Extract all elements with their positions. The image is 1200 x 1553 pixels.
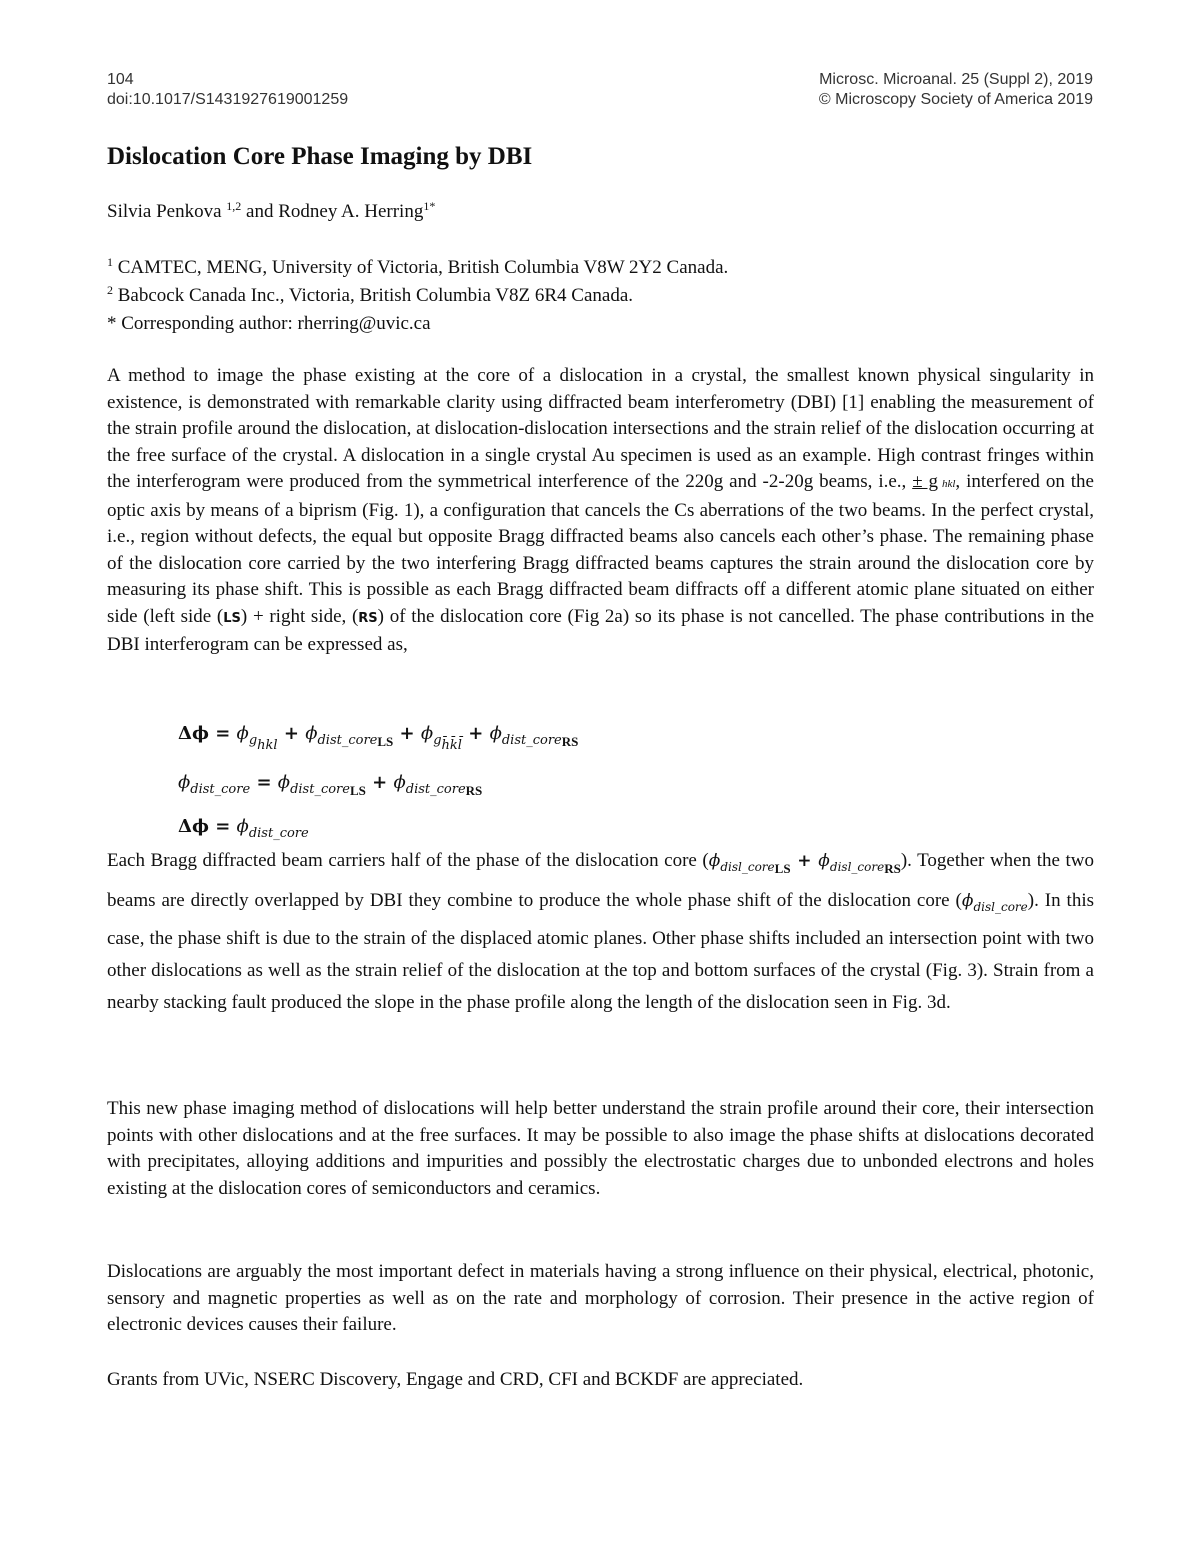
equation-1: $\Delta\phi = \phi_{ghkl} + \phi_{dist\_coreLS} + \phi_{gh̄k̄l̄} + \phi_{dist\_coreRS}$ — [178, 723, 579, 753]
paragraph-2: This new phase imaging method of dislocations will help better understand the strain profile around their core, their intersection points with other dislocations and at the free surfaces. It may be possible to also image the phase shifts at dislocations decorated with precipitates, alloying additions and impurities and possibly the electrostatic charges due to unbonded electrons and holes existing at the dislocation cores of semiconductors and ceramics. — [107, 1098, 1094, 1199]
paper-title: Dislocation Core Phase Imaging by DBI — [107, 143, 533, 170]
affiliations — [107, 254, 728, 338]
header-right — [819, 70, 1093, 110]
paragraph-1-upper: A method to image the phase existing at the core of a dislocation in a crystal, the smallest known physical singularity in existence, is demonstrated with remarkable clarity using diffracted beam interferometry (DBI) [1] enabling the measurement of the strain profile around the dislocation, at dislocation-dislocation intersections and the strain relief of the dislocation occurring at the free surface of the crystal. A dislocation in a single crystal Au specimen is used as an example. High contrast fringes within the interferogram were produced from the symmetrical interference of the 220g and -2-20g beams, i.e., ± g hkl, interfered on the optic axis by means of a biprism (Fig. 1), a configuration that cancels the Cs aberrations of the two beams. In the perfect crystal, i.e., region without defects, the equal but opposite Bragg diffracted beams also cancels each other’s phase. The remaining phase of the dislocation core carried by the two interfering Bragg diffracted beams captures the strain around the dislocation core by measuring its phase shift. This is possible as each Bragg diffracted beam diffracts off a different atomic plane situated on either side (left side (LS) + right side, (RS) of the dislocation core (Fig 2a) so its phase is not cancelled. The phase contributions in the DBI interferogram can be expressed as, — [107, 365, 1094, 655]
page-number: 104 — [107, 71, 134, 88]
equation-3: $\Delta\phi = \phi_{dist\_core}$ — [178, 816, 309, 841]
acknowledgements: Grants from UVic, NSERC Discovery, Engage and CRD, CFI and BCKDF are appreciated. — [107, 1369, 804, 1390]
header-left — [107, 70, 348, 110]
author-1-affil: 1,2 — [226, 199, 242, 213]
authors — [107, 201, 435, 223]
author-2: Rodney A. Herring — [278, 201, 424, 222]
copyright: © Microscopy Society of America 2019 — [818, 91, 1093, 108]
journal-citation: Microsc. Microanal. 25 (Suppl 2), 2019 — [819, 71, 1093, 88]
corresponding-author: * Corresponding author: rherring@uvic.ca — [107, 313, 431, 334]
authors-and: and — [241, 201, 279, 222]
affiliation-2: $^2$ Babcock Canada Inc., Victoria, British Columbia V8Z 6R4 Canada. — [107, 283, 634, 306]
equation-2: $\phi_{dist\_core} = \phi_{dist\_coreLS} + \phi_{dist\_coreRS}$ — [178, 772, 483, 798]
paragraph-3: Dislocations are arguably the most important defect in materials having a strong influence on their physical, electrical, photonic, sensory and magnetic properties as well as on the rate and morphology of corrosion. Their presence in the active region of electronic devices causes their failure. — [107, 1261, 1094, 1335]
author-2-affil: 1* — [423, 199, 436, 213]
affiliation-1: $^1$ CAMTEC, MENG, University of Victoria, British Columbia V8W 2Y2 Canada. — [107, 255, 729, 278]
author-1: Silvia Penkova — [107, 201, 222, 222]
doi: doi:10.1017/S1431927619001259 — [107, 91, 349, 108]
paragraph-1-lower: Each Bragg diffracted beam carriers half of the phase of the dislocation core $(\phi_{disl\_coreLS} + \phi_{disl\_coreRS})$. Together when the two beams are directly overlapped by DBI they combine to produce the whole phase shift of the dislocation core $(\phi_{disl\_core})$. In this case, the phase shift is due to the strain of the displaced atomic planes. Other phase shifts included an intersection point with two other dislocations as well as the strain relief of the dislocation at the top and bottom surfaces of the crystal (Fig. 3). Strain from a nearby stacking fault produced the slope in the phase profile along the length of the dislocation seen in Fig. 3d. — [107, 850, 1094, 1013]
